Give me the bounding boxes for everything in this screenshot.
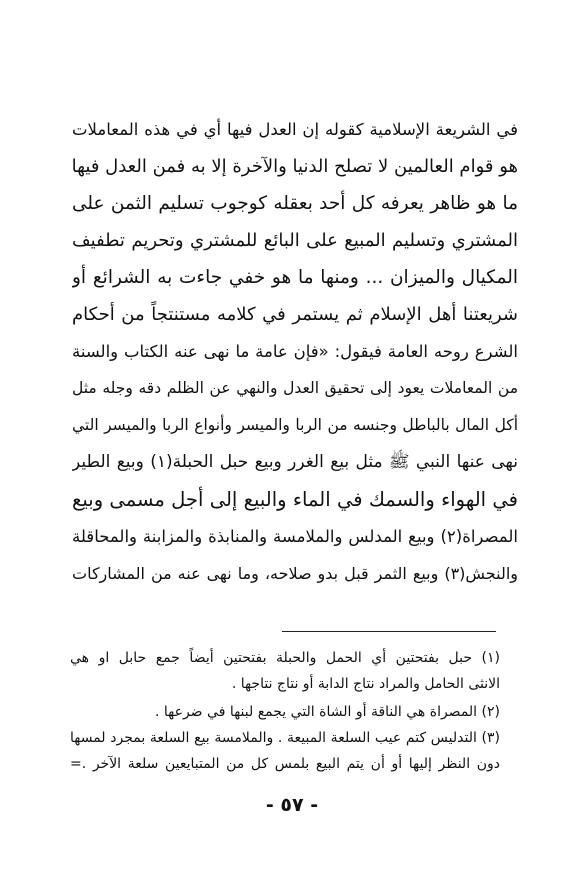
- text-line-5: المكيال والميزان ... ومنها ما هو خفي جاءت به الشرائع أو: [72, 267, 518, 288]
- text-line-11: في الهواء والسمك في الماء والبيع إلى أجل مسمى وبيع: [72, 488, 518, 511]
- text-line-7: الشرع روحه العامة فيقول: «فإن عامة ما نهى عنه الكتاب والسنة: [72, 342, 518, 361]
- footnotes-block: [70, 645, 500, 777]
- footnote-1-line-2: الانثى الحامل والمراد نتاج الدابة أو نتاج نتاجها .: [231, 676, 500, 692]
- text-line-10: نهى عنها النبي ﷺ مثل بيع الغرر وبيع حبل الحبلة(١) وبيع الطير: [72, 452, 518, 472]
- text-line-2: هو قوام العالمين لا تصلح الدنيا والآخرة إلا به فمن العدل فيها: [72, 156, 518, 177]
- text-line-9: أكل المال بالباطل وجنسه من الربا والميسر وأنواع الربا والميسر التي: [72, 416, 518, 434]
- text-line-12: المصراة(٢) وبيع المدلس والملامسة والمنابذة والمزابنة والمحاقلة: [72, 527, 518, 546]
- text-line-4: المشتري وتسليم المبيع على البائع للمشتري وتحريم تطفيف: [72, 230, 518, 251]
- text-line-1: في الشريعة الإسلامية كقوله إن العدل فيها أي في هذه المعاملات: [72, 120, 518, 139]
- page-number: - ٥٧ -: [265, 794, 319, 816]
- footnote-2: (٢) المصراة هي الناقة أو الشاة التي يجمع لبنها في ضرعها .: [154, 704, 500, 720]
- text-line-13: والنجش(٣) وبيع الثمر قبل بدو صلاحه، وما نهى عنه من المشاركات: [72, 564, 518, 583]
- text-line-8: من المعاملات يعود إلى تحقيق العدل والنهي عن الظلم دقه وجله مثل: [72, 379, 518, 397]
- footnote-1-line-1: (١) حبل بفتحتين أي الحمل والحبلة بفتحتين أيضاً جمع حابل او هي: [70, 650, 500, 666]
- footnote-divider: [282, 631, 496, 632]
- text-line-6: شريعتنا أهل الإسلام ثم يستمر في كلامه مستنتجاً من أحكام: [72, 304, 518, 325]
- main-text-block: [72, 111, 518, 592]
- footnote-3-line-1: (٣) التدليس كتم عيب السلعة المبيعة . والملامسة بيع السلعة بمجرد لمسها: [70, 730, 500, 746]
- text-line-3: ما هو ظاهر يعرفه كل أحد بعقله كوجوب تسليم الثمن على: [72, 193, 518, 214]
- footnote-3-line-2: دون النظر إليها أو أن يتم البيع بلمس كل من المتبايعين سلعة الآخر .=: [70, 756, 500, 772]
